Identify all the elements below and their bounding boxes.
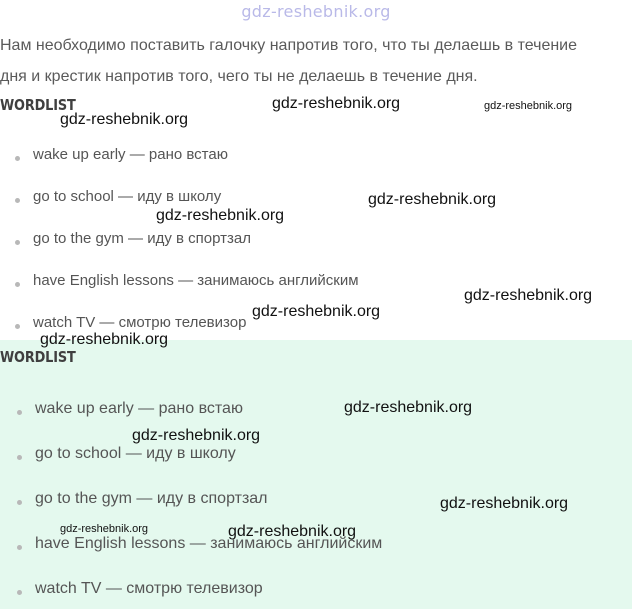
watermark: gdz-reshebnik.org: [60, 523, 149, 535]
watermark: gdz-reshebnik.org: [272, 95, 401, 112]
list-item-text: have English lessons — занимаюсь английским: [35, 535, 383, 552]
watermark: gdz-reshebnik.org: [60, 111, 189, 128]
list-item-text: watch TV — смотрю телевизор: [33, 314, 247, 331]
wordlist-heading-top: WORDLIST: [0, 96, 76, 114]
list-item-text: go to the gym — иду в спортзал: [33, 230, 251, 247]
list-item-text: go to school — иду в школу: [33, 188, 222, 205]
wordlist-heading-bottom: WORDLIST: [0, 348, 76, 366]
list-item-text: wake up early — рано встаю: [35, 400, 243, 417]
site-logo: gdz-reshebnik.org: [241, 2, 391, 21]
watermark: gdz-reshebnik.org: [156, 207, 285, 224]
list-item-text: go to school — иду в школу: [35, 445, 236, 462]
watermark: gdz-reshebnik.org: [368, 191, 497, 208]
bullet-icon: [15, 240, 20, 245]
intro-text: [0, 30, 632, 92]
intro-line-2: дня и крестик напротив того, чего ты не делаешь в течение дня.: [0, 68, 478, 85]
list-item-text: have English lessons — занимаюсь английским: [33, 272, 359, 289]
bullet-icon: [17, 545, 22, 550]
bullet-icon: [17, 455, 22, 460]
watermark: gdz-reshebnik.org: [464, 287, 593, 304]
watermark: gdz-reshebnik.org: [484, 100, 573, 112]
list-item-text: watch TV — смотрю телевизор: [35, 580, 263, 597]
watermark: gdz-reshebnik.org: [344, 399, 473, 416]
bullet-icon: [15, 198, 20, 203]
watermark: gdz-reshebnik.org: [40, 331, 169, 348]
watermark: gdz-reshebnik.org: [228, 523, 357, 540]
watermark: gdz-reshebnik.org: [440, 495, 569, 512]
watermark: gdz-reshebnik.org: [132, 427, 261, 444]
answer-panel: [0, 340, 632, 609]
bullet-icon: [17, 410, 22, 415]
bullet-icon: [17, 500, 22, 505]
intro-line-1: Нам необходимо поставить галочку напротив того, что ты делаешь в течение: [0, 37, 578, 54]
list-item-text: go to the gym — иду в спортзал: [35, 490, 268, 507]
watermark: gdz-reshebnik.org: [252, 303, 381, 320]
bullet-icon: [15, 156, 20, 161]
bullet-icon: [17, 590, 22, 595]
list-item-text: wake up early — рано встаю: [33, 146, 228, 163]
bullet-icon: [15, 282, 20, 287]
bullet-icon: [15, 324, 20, 329]
